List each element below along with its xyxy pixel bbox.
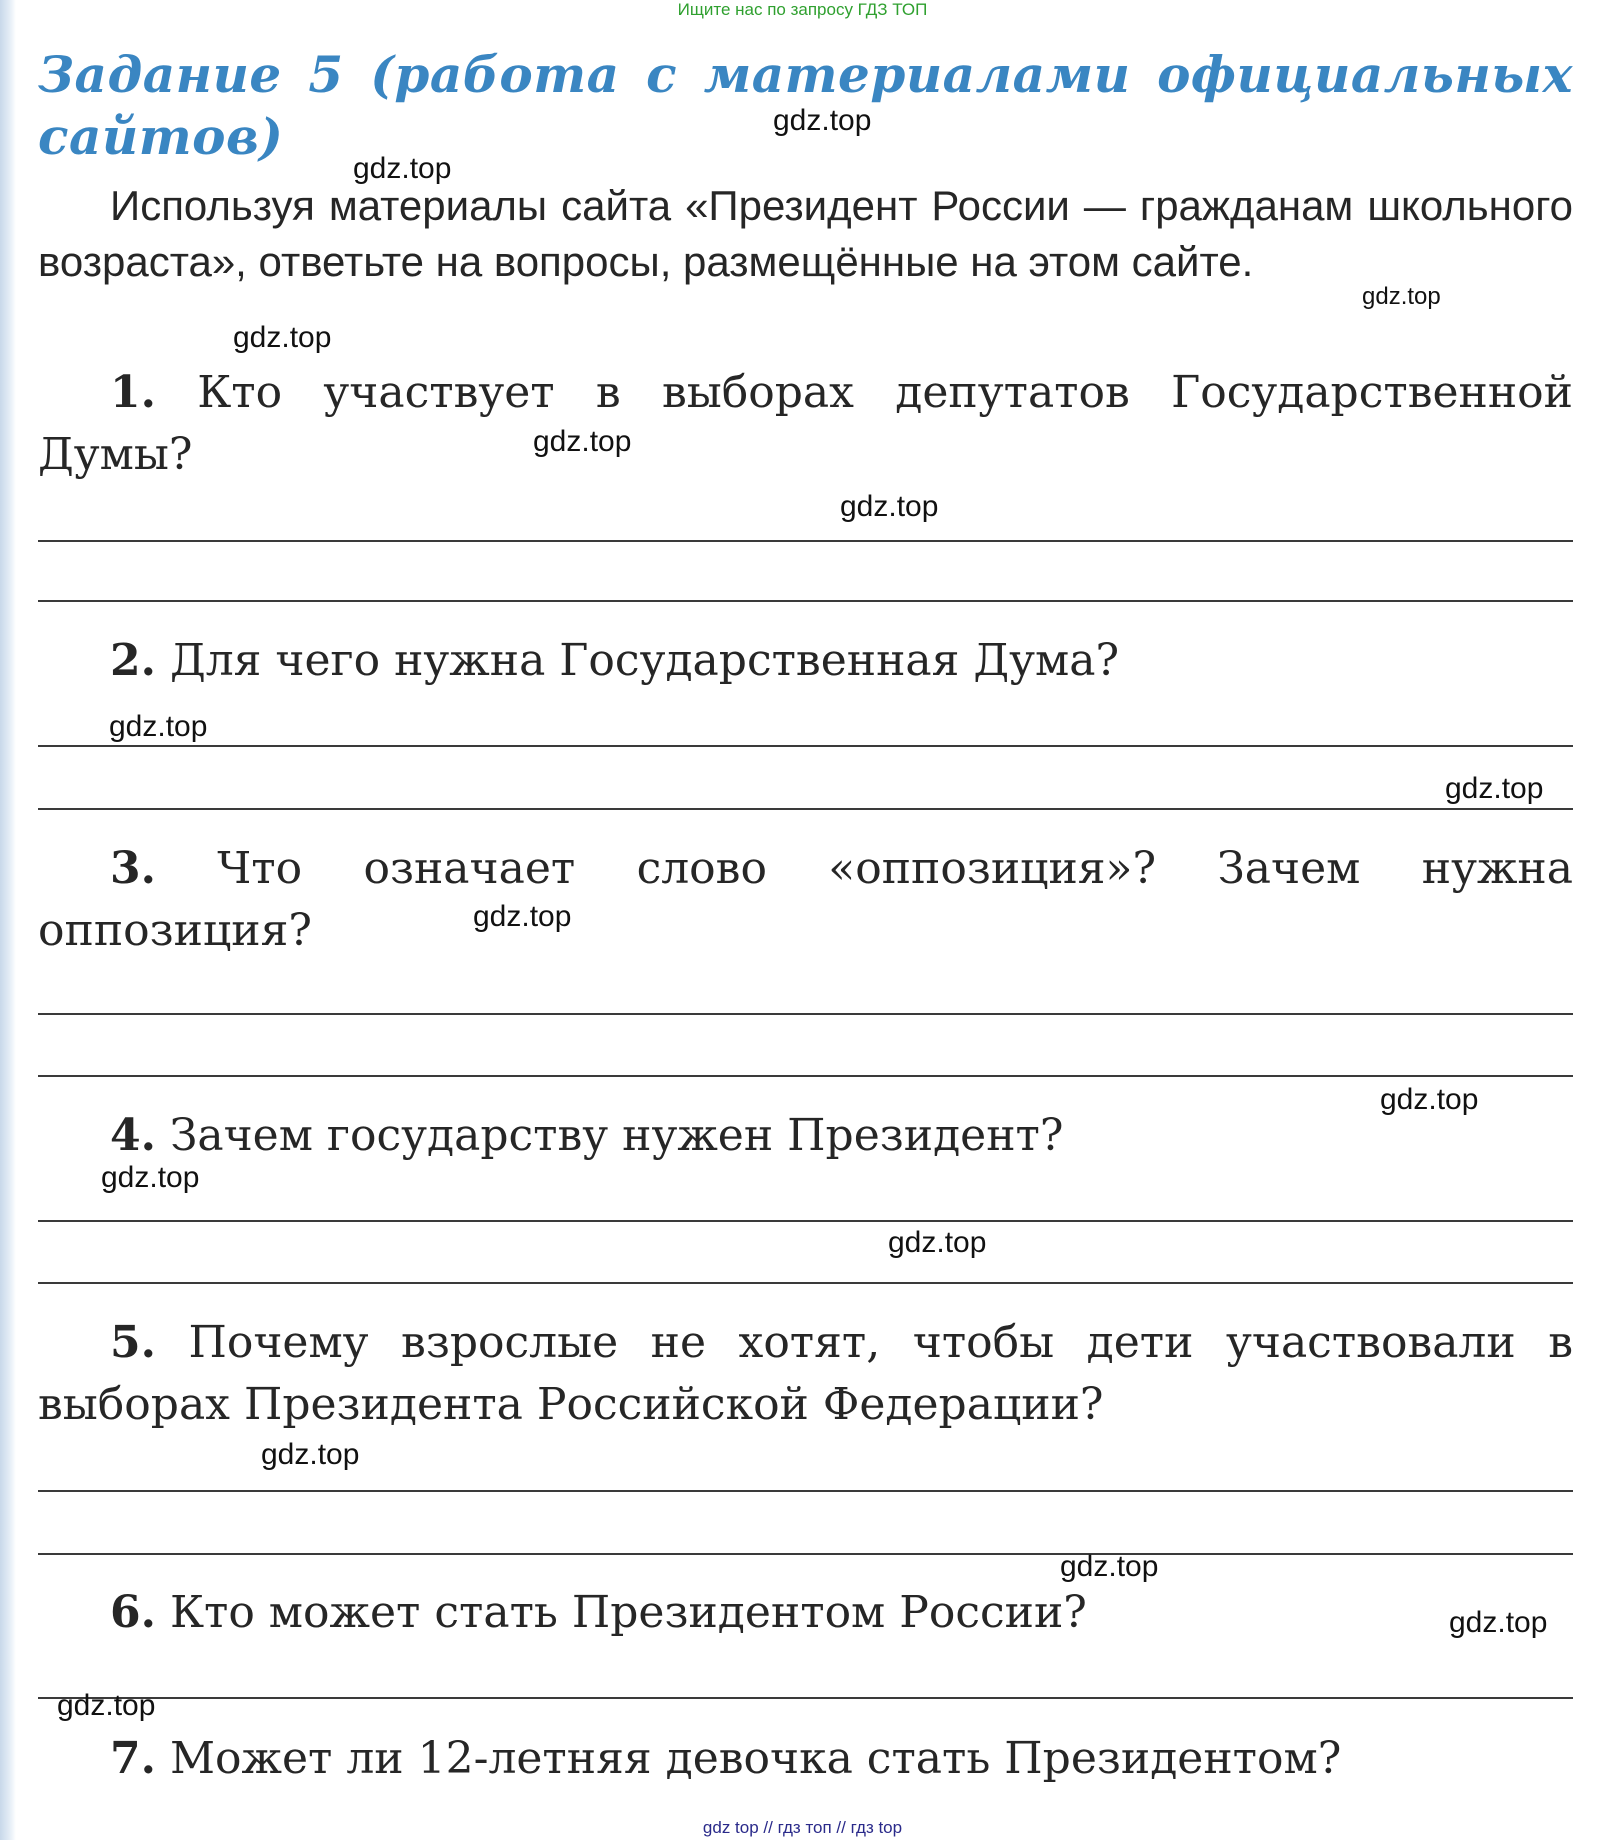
watermark: gdz.top (101, 1161, 200, 1194)
question-number: 7. (110, 1733, 156, 1784)
watermark: gdz.top (1060, 1550, 1159, 1583)
question-text: Может ли 12-летняя девочка стать Президентом? (169, 1733, 1342, 1784)
question-text: Зачем государству нужен Президент? (169, 1110, 1064, 1161)
answer-line[interactable] (38, 1697, 1573, 1699)
answer-line[interactable] (38, 745, 1573, 747)
watermark: gdz.top (57, 1689, 156, 1722)
question-2 (38, 630, 1573, 692)
watermark: gdz.top (261, 1438, 360, 1471)
answer-line[interactable] (38, 600, 1573, 602)
answer-line[interactable] (38, 1490, 1573, 1492)
watermark: gdz.top (888, 1226, 987, 1259)
answer-line[interactable] (38, 808, 1573, 810)
answer-line[interactable] (38, 1220, 1573, 1222)
answer-line[interactable] (38, 1013, 1573, 1015)
question-number: 3. (110, 843, 156, 894)
question-text: Что означает слово «оппозиция»? Зачем нужна оппозиция? (38, 843, 1573, 956)
watermark: gdz.top (233, 321, 332, 354)
task-instructions: Используя материалы сайта «Президент России — гражданам школьного возраста», ответьте на вопросы, размещённые на этом сайте. (38, 182, 1573, 285)
footer-links[interactable]: gdz top // гдз топ // гдз top (702, 1818, 903, 1837)
question-6 (38, 1582, 1573, 1644)
question-text: Для чего нужна Государственная Дума? (169, 635, 1120, 686)
top-banner[interactable]: Ищите нас по запросу ГДЗ ТОП (677, 0, 928, 19)
watermark: gdz.top (109, 710, 208, 743)
watermark: gdz.top (773, 104, 872, 137)
question-number: 6. (110, 1587, 156, 1638)
watermark: gdz.top (1449, 1606, 1548, 1639)
question-4 (38, 1105, 1573, 1167)
question-3 (38, 838, 1573, 962)
watermark: gdz.top (353, 152, 452, 185)
answer-line[interactable] (38, 1282, 1573, 1284)
question-7 (38, 1728, 1573, 1790)
watermark: gdz.top (1362, 283, 1441, 310)
question-number: 4. (110, 1110, 156, 1161)
watermark: gdz.top (840, 490, 939, 523)
question-5 (38, 1312, 1573, 1436)
question-1 (38, 362, 1573, 486)
answer-line[interactable] (38, 1075, 1573, 1077)
task-title: Задание 5 (работа с материалами официальных сайтов) (38, 45, 1573, 166)
watermark: gdz.top (1380, 1083, 1479, 1116)
question-text: Кто участвует в выборах депутатов Государственной Думы? (38, 367, 1573, 480)
watermark: gdz.top (1445, 772, 1544, 805)
question-number: 5. (110, 1317, 156, 1368)
question-text: Почему взрослые не хотят, чтобы дети участвовали в выборах Президента Российской Федерации? (38, 1317, 1573, 1430)
watermark: gdz.top (533, 425, 632, 458)
answer-line[interactable] (38, 1553, 1573, 1555)
question-number: 2. (110, 635, 156, 686)
question-number: 1. (110, 367, 156, 418)
answer-line[interactable] (38, 540, 1573, 542)
watermark: gdz.top (473, 900, 572, 933)
question-text: Кто может стать Президентом России? (169, 1587, 1087, 1638)
